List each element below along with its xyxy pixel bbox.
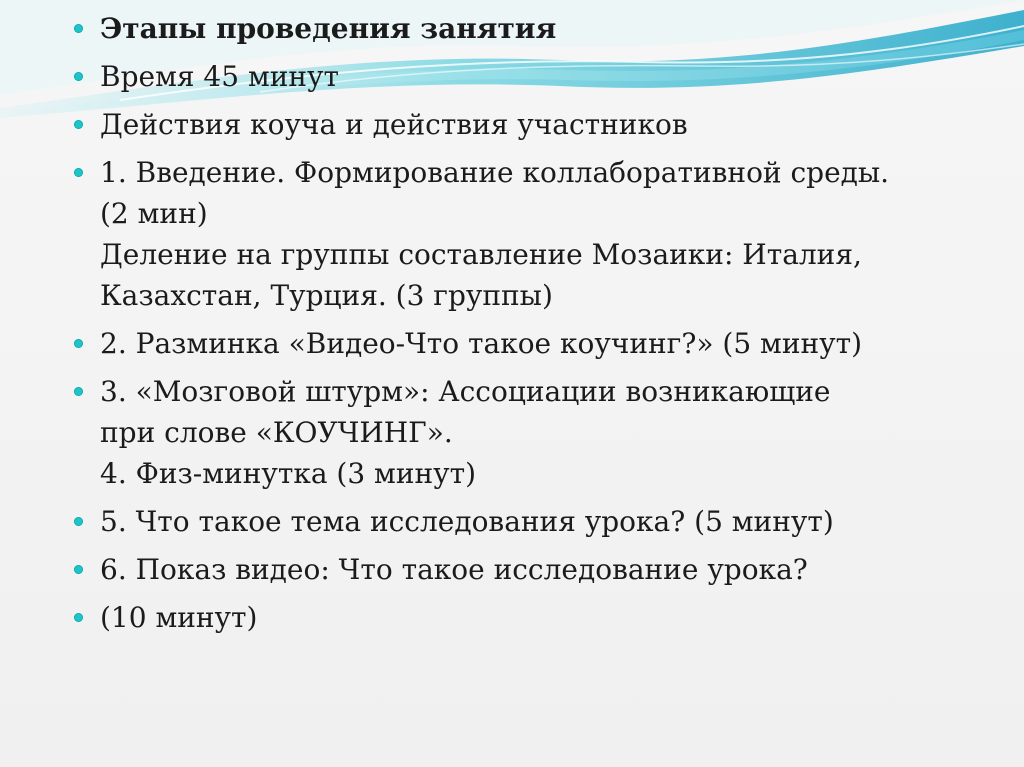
bullet-dot-icon xyxy=(74,517,83,526)
bullet-list xyxy=(74,8,994,638)
item-text: при слове «КОУЧИНГ». xyxy=(100,416,453,449)
item-text: 1. Введение. Формирование коллаборативной среды. xyxy=(100,156,890,189)
list-item xyxy=(74,104,994,145)
item-text: Время 45 минут xyxy=(100,60,340,93)
bullet-dot-icon xyxy=(74,339,83,348)
item-text: (2 мин) xyxy=(100,197,208,230)
item-text: Казахстан, Турция. (3 группы) xyxy=(100,279,553,312)
bullet-dot-icon xyxy=(74,72,83,81)
list-item xyxy=(74,323,994,364)
list-item xyxy=(74,152,994,316)
bullet-dot-icon xyxy=(74,24,83,33)
list-item-title xyxy=(74,8,994,49)
list-item xyxy=(74,371,994,494)
item-text: Деление на группы составление Мозаики: Италия, xyxy=(100,238,862,271)
bullet-dot-icon xyxy=(74,565,83,574)
item-text: 5. Что такое тема исследования урока? (5 минут) xyxy=(100,505,834,538)
bullet-dot-icon xyxy=(74,387,83,396)
item-text: 3. «Мозговой штурм»: Ассоциации возникающие xyxy=(100,375,831,408)
list-item xyxy=(74,549,994,590)
slide-content xyxy=(74,8,994,645)
bullet-dot-icon xyxy=(74,613,83,622)
list-item xyxy=(74,597,994,638)
item-text: 4. Физ-минутка (3 минут) xyxy=(100,457,477,490)
item-text: 2. Разминка «Видео-Что такое коучинг?» (5 минут) xyxy=(100,327,863,360)
list-item xyxy=(74,501,994,542)
item-text: (10 минут) xyxy=(100,601,258,634)
bullet-dot-icon xyxy=(74,168,83,177)
item-text: Действия коуча и действия участников xyxy=(100,108,688,141)
bullet-dot-icon xyxy=(74,120,83,129)
list-item xyxy=(74,56,994,97)
item-text: 6. Показ видео: Что такое исследование урока? xyxy=(100,553,808,586)
slide-title: Этапы проведения занятия xyxy=(100,12,557,45)
